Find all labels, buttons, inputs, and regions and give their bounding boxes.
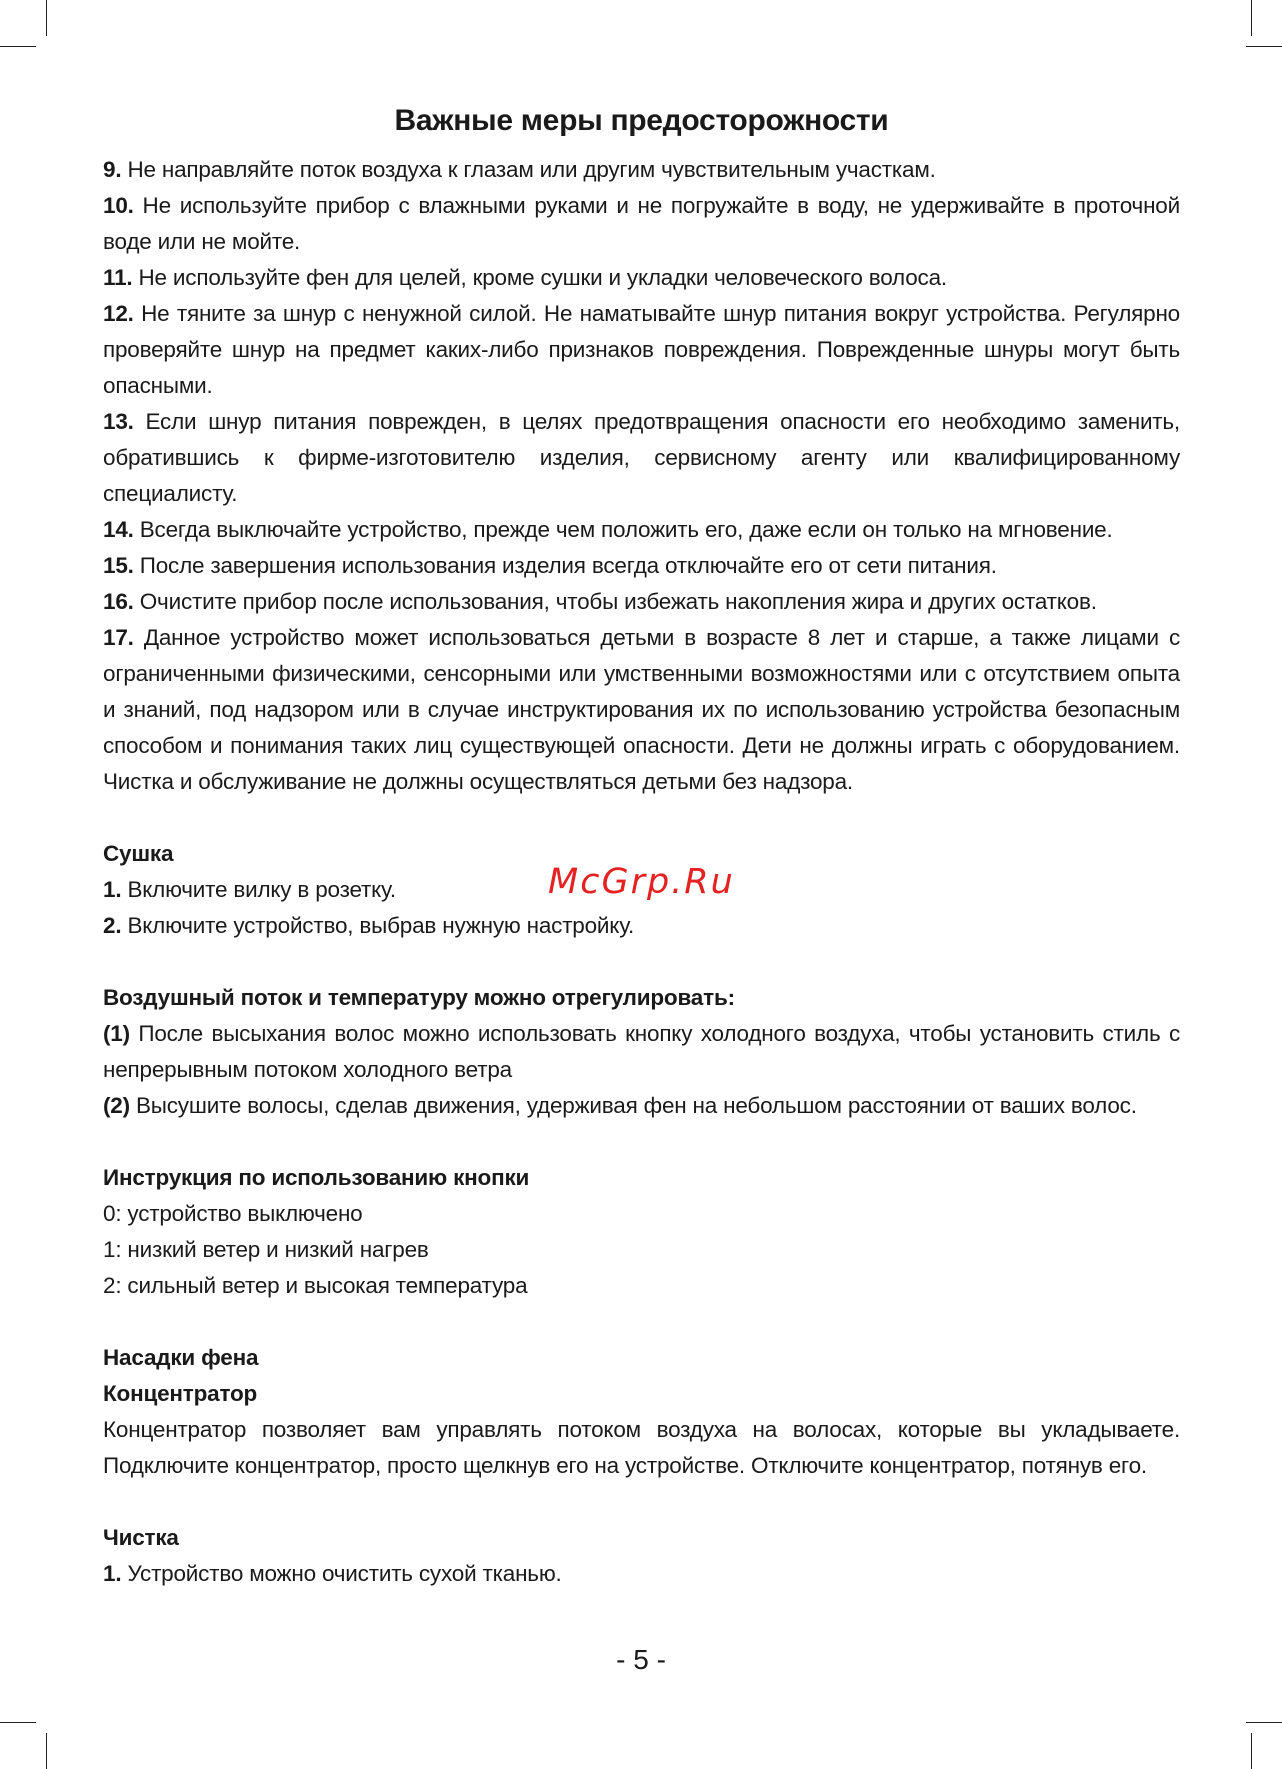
list-item xyxy=(103,1016,1180,1088)
list-item: 2: сильный ветер и высокая температура xyxy=(103,1273,528,1298)
list-item: 0: устройство выключено xyxy=(103,1201,363,1226)
button-section xyxy=(103,1160,1180,1304)
item-text: Не направляйте поток воздуха к глазам или другим чувствительным участкам. xyxy=(127,157,936,182)
list-item xyxy=(103,908,1180,944)
item-text: После высыхания волос можно использовать кнопку холодного воздуха, чтобы установить стиль с непрерывным потоком холодного ветра xyxy=(103,1021,1180,1082)
list-item xyxy=(103,296,1180,404)
item-text: После завершения использования изделия всегда отключайте его от сети питания. xyxy=(139,553,997,578)
crop-mark xyxy=(1246,46,1282,47)
crop-mark xyxy=(46,1733,47,1769)
item-number: 12. xyxy=(103,301,134,326)
crop-mark xyxy=(0,1722,36,1723)
item-text: Включите устройство, выбрав нужную настройку. xyxy=(127,913,635,938)
airflow-section xyxy=(103,980,1180,1124)
list-item xyxy=(103,512,1180,548)
crop-mark xyxy=(46,0,47,36)
item-text: Не тяните за шнур с ненужной силой. Не наматывайте шнур питания вокруг устройства. Регулярно проверяйте шнур на предмет каких-либо признаков повреждения. Поврежденные шнуры могут быть опасными. xyxy=(103,301,1180,398)
item-number: (2) xyxy=(103,1093,130,1118)
list-item xyxy=(103,584,1180,620)
list-item xyxy=(103,620,1180,800)
item-number: 13. xyxy=(103,409,134,434)
section-heading: Насадки фена xyxy=(103,1345,259,1370)
list-item xyxy=(103,188,1180,260)
item-text: Если шнур питания поврежден, в целях предотвращения опасности его необходимо заменить, обратившись к фирме-изготовителю изделия, сервисному агенту или квалифицированному специалисту. xyxy=(103,409,1180,506)
list-item xyxy=(103,548,1180,584)
item-number: 14. xyxy=(103,517,134,542)
list-item xyxy=(103,1088,1180,1124)
item-number: 2. xyxy=(103,913,122,938)
list-item xyxy=(103,260,1180,296)
item-number: 11. xyxy=(103,265,133,290)
paragraph: Концентратор позволяет вам управлять потоком воздуха на волосах, которые вы укладываете. Подключите концентратор, просто щелкнув его на устройстве. Отключите концентратор, потянув его. xyxy=(103,1417,1180,1478)
section-heading: Чистка xyxy=(103,1525,179,1550)
page-title: Важные меры предосторожности xyxy=(394,104,889,137)
item-text: Данное устройство может использоваться детьми в возрасте 8 лет и старше, а также лицами с ограниченными физическими, сенсорными или умственными возможностями или с отсутствием опыта и знаний, под надзором или в случае инструктирования их по использованию устройства безопасным способом и понимания таких лиц существующей опасности. Дети не должны играть с оборудованием. Чистка и обслуживание не должны осуществляться детьми без надзора. xyxy=(103,625,1180,794)
item-number: 1. xyxy=(103,1561,122,1586)
page-content xyxy=(103,104,1180,1592)
precautions-list xyxy=(103,152,1180,800)
item-number: 1. xyxy=(103,877,122,902)
cleaning-section xyxy=(103,1520,1180,1592)
item-number: (1) xyxy=(103,1021,130,1046)
crop-mark xyxy=(1251,1733,1252,1769)
crop-mark xyxy=(0,46,36,47)
crop-mark xyxy=(1251,0,1252,36)
item-number: 9. xyxy=(103,157,122,182)
item-number: 10. xyxy=(103,193,134,218)
crop-mark xyxy=(1246,1722,1282,1723)
list-item xyxy=(103,1556,1180,1592)
watermark-text: McGrp.Ru xyxy=(548,862,735,902)
item-number: 15. xyxy=(103,553,134,578)
item-text: Высушите волосы, сделав движения, удерживая фен на небольшом расстоянии от ваших волос. xyxy=(135,1093,1137,1118)
list-item xyxy=(103,152,1180,188)
section-heading: Воздушный поток и температуру можно отрегулировать: xyxy=(103,985,735,1010)
item-text: Устройство можно очистить сухой тканью. xyxy=(127,1561,562,1586)
page-number: - 5 - xyxy=(616,1644,666,1675)
section-heading: Сушка xyxy=(103,841,174,866)
item-number: 17. xyxy=(103,625,134,650)
item-text: Не используйте фен для целей, кроме сушки и укладки человеческого волоса. xyxy=(138,265,947,290)
attachments-section xyxy=(103,1340,1180,1484)
item-text: Всегда выключайте устройство, прежде чем положить его, даже если он только на мгновение. xyxy=(139,517,1113,542)
item-text: Включите вилку в розетку. xyxy=(127,877,396,902)
section-heading: Инструкция по использованию кнопки xyxy=(103,1165,530,1190)
list-item xyxy=(103,404,1180,512)
section-subheading: Концентратор xyxy=(103,1381,258,1406)
item-number: 16. xyxy=(103,589,134,614)
list-item: 1: низкий ветер и низкий нагрев xyxy=(103,1237,429,1262)
item-text: Не используйте прибор с влажными руками и не погружайте в воду, не удерживайте в проточной воде или не мойте. xyxy=(103,193,1180,254)
item-text: Очистите прибор после использования, чтобы избежать накопления жира и других остатков. xyxy=(139,589,1097,614)
